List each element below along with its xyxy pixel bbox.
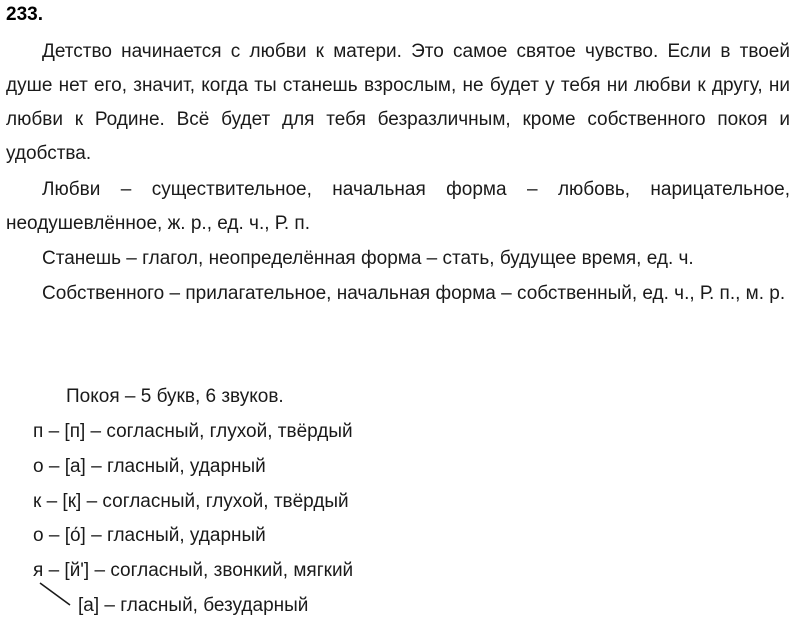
exercise-number: 233. [6,4,43,25]
phonetic-line: п – [п] – согласный, глухой, твёрдый [33,421,353,442]
branch-line-icon [38,579,78,609]
phonetic-line: [а] – гласный, безударный [78,595,309,616]
analysis-adjective: Собственного – прилагательное, начальная форма – собственный, ед. ч., Р. п., м. р. [42,283,786,304]
phonetic-line: о – [а] – гласный, ударный [33,456,266,477]
phonetic-header: Покоя – 5 букв, 6 звуков. [66,386,284,407]
source-text-paragraph: Детство начинается с любви к матери. Это самое святое чувство. Если в твоей душе нет его, значит, когда ты станешь взрослым, не будет у тебя ни любви к другу, ни любви к Родине. Всё будет для тебя безразличным, кроме собственного покоя и удобства. [6,41,790,164]
phonetic-line: к – [к] – согласный, глухой, твёрдый [33,491,349,512]
phonetic-line: о – [о́] – гласный, ударный [33,525,266,546]
analysis-verb: Станешь – глагол, неопределённая форма – стать, будущее время, ед. ч. [42,248,694,269]
phonetic-line: я – [й'] – согласный, звонкий, мягкий [33,560,354,581]
analysis-noun: Любви – существительное, начальная форма – любовь, нарицательное, неодушевлённое, ж. р., ед. ч., Р. п. [6,179,790,234]
